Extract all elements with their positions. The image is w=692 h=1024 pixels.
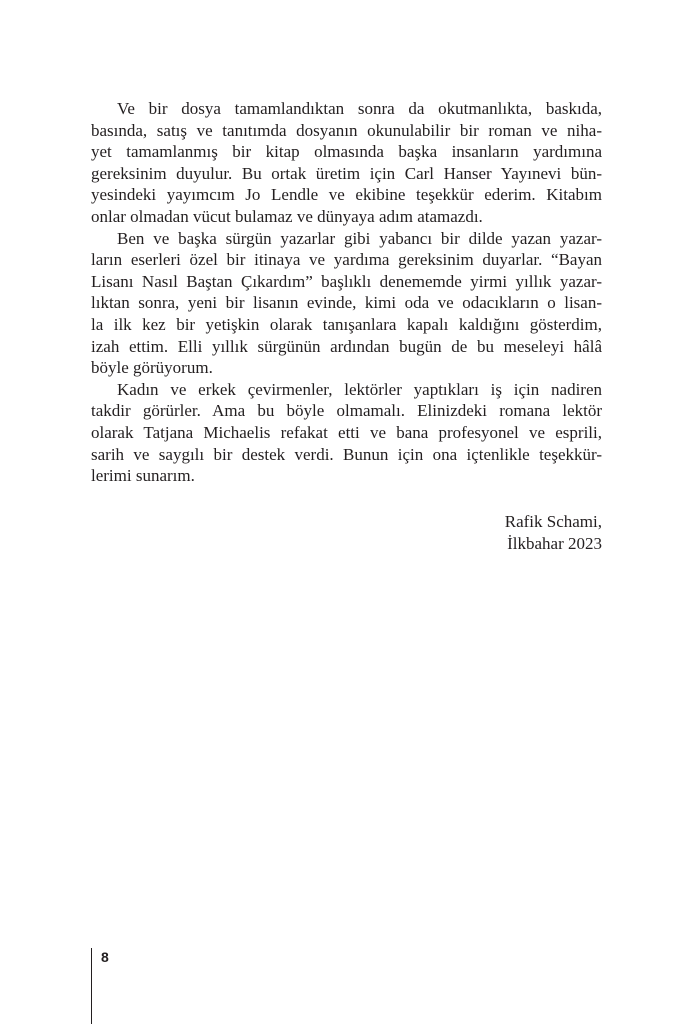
text-line: böyle görüyorum. — [91, 358, 213, 378]
author-signature — [505, 511, 602, 554]
text-line: basında, satış ve tanıtımda dosyanın okunulabilir bir roman ve niha- — [91, 120, 602, 140]
text-line: yesindeki yayımcım Jo Lendle ve ekibine teşekkür ederim. Kitabım — [91, 185, 602, 205]
text-line: la ilk kez bir yetişkin olarak tanışanlara kapalı kaldığını gösterdim, — [91, 314, 602, 334]
text-line: Ben ve başka sürgün yazarlar gibi yabancı bir dilde yazan yazar- — [117, 228, 602, 248]
text-line: takdir görürler. Ama bu böyle olmamalı. Elinizdeki romana lektör — [91, 401, 602, 421]
footer-divider — [91, 948, 92, 1024]
text-line: izah ettim. Elli yıllık sürgünün ardından bugün de bu meseleyi hâlâ — [91, 336, 602, 356]
text-line: Ve bir dosya tamamlandıktan sonra da okutmanlıkta, baskıda, — [117, 99, 602, 118]
text-line: olarak Tatjana Michaelis refakat etti ve bana profesyonel ve esprili, — [91, 422, 602, 442]
text-line: lıktan sonra, yeni bir lisanın evinde, kimi oda ve odacıkların o lisan- — [91, 293, 602, 313]
page-number: 8 — [101, 949, 109, 965]
signature-date: İlkbahar 2023 — [507, 533, 602, 553]
text-line: Kadın ve erkek çevirmenler, lektörler yaptıkları iş için nadiren — [117, 379, 602, 399]
text-line: lerimi sunarım. — [91, 466, 195, 486]
author-name: Rafik Schami, — [504, 512, 602, 531]
text-line: ların eserleri özel bir itinaya ve yardıma gereksinim duyarlar. “Bayan — [91, 250, 602, 270]
text-line: gereksinim duyulur. Bu ortak üretim için Carl Hanser Yayınevi bün- — [91, 163, 602, 183]
text-line: Lisanı Nasıl Baştan Çıkardım” başlıklı denememde yirmi yıllık yazar- — [91, 271, 602, 291]
body-text — [91, 98, 602, 487]
text-line: sarih ve saygılı bir destek verdi. Bunun için ona içtenlikle teşekkür- — [91, 444, 602, 464]
text-line: onlar olmadan vücut bulamaz ve dünyaya adım atamazdı. — [91, 206, 483, 226]
text-line: yet tamamlanmış bir kitap olmasında başka insanların yardımına — [91, 142, 602, 162]
